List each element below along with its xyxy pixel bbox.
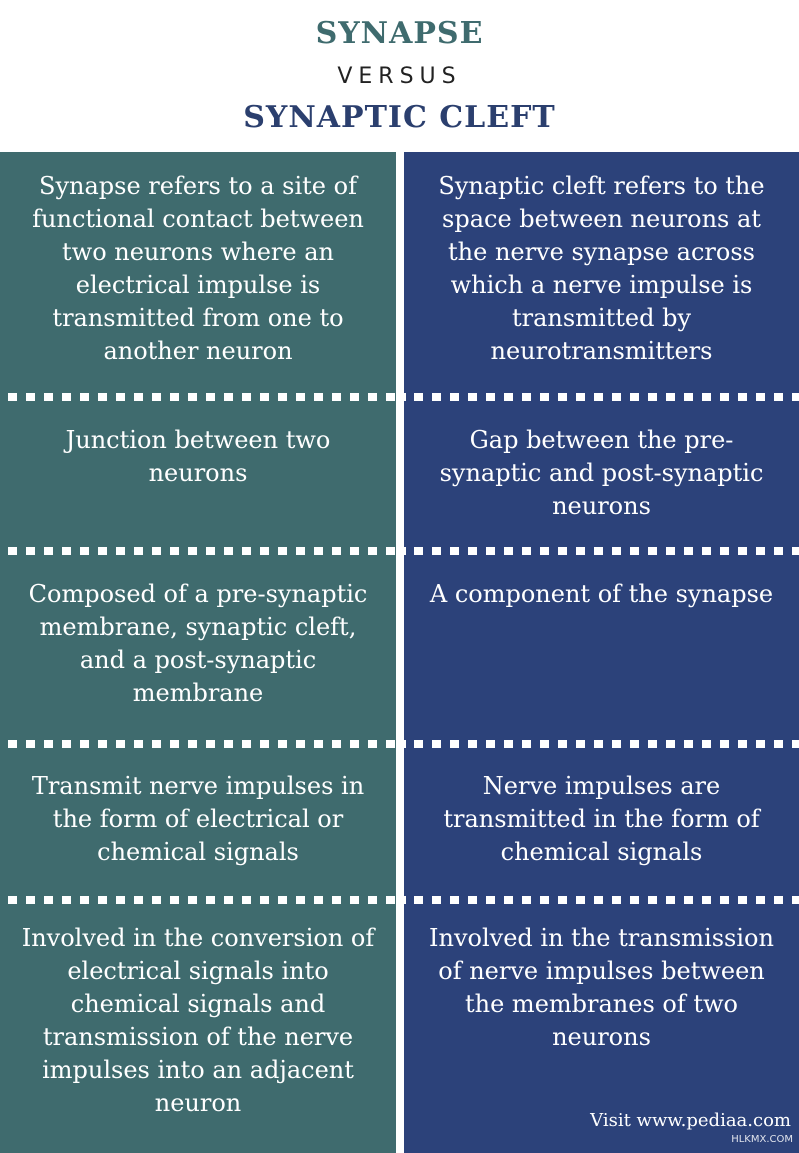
title-synaptic-cleft: SYNAPTIC CLEFT bbox=[243, 100, 556, 135]
cleft-nature: Gap between the pre-synaptic and post-synaptic neurons bbox=[439, 426, 764, 520]
synaptic-cleft-column bbox=[404, 152, 799, 1153]
row-divider bbox=[0, 896, 396, 904]
synapse-nature: Junction between two neurons bbox=[65, 426, 331, 487]
row-divider bbox=[0, 393, 396, 401]
cleft-definition: Synaptic cleft refers to the space between neurons at the nerve synapse across which a nerve impulse is transmitted by neurotransmitters bbox=[438, 172, 765, 365]
cleft-composition: A component of the synapse bbox=[429, 580, 774, 608]
title-versus: VERSUS bbox=[337, 64, 462, 89]
source-credit: Visit www.pediaa.com bbox=[590, 1110, 791, 1131]
row-divider bbox=[0, 740, 396, 748]
row-divider bbox=[0, 547, 396, 555]
synapse-signal-form: Transmit nerve impulses in the form of electrical or chemical signals bbox=[31, 772, 365, 866]
synapse-definition: Synapse refers to a site of functional contact between two neurons where an electrical impulse is transmitted from one to another neuron bbox=[32, 172, 364, 365]
title-synapse: SYNAPSE bbox=[315, 16, 484, 51]
row-divider bbox=[404, 896, 799, 904]
header bbox=[0, 0, 799, 152]
synapse-composition: Composed of a pre-synaptic membrane, synaptic cleft, and a post-synaptic membrane bbox=[28, 580, 368, 707]
cleft-function: Involved in the transmission of nerve impulses between the membranes of two neurons bbox=[429, 924, 774, 1051]
synapse-function: Involved in the conversion of electrical signals into chemical signals and transmission of the nerve impulses into an adjacent neuron bbox=[21, 924, 375, 1117]
synapse-column bbox=[0, 152, 396, 1153]
row-divider bbox=[404, 740, 799, 748]
row-divider bbox=[404, 547, 799, 555]
watermark: HLKMX.COM bbox=[731, 1134, 793, 1145]
cleft-signal-form: Nerve impulses are transmitted in the form of chemical signals bbox=[443, 772, 760, 866]
row-divider bbox=[404, 393, 799, 401]
